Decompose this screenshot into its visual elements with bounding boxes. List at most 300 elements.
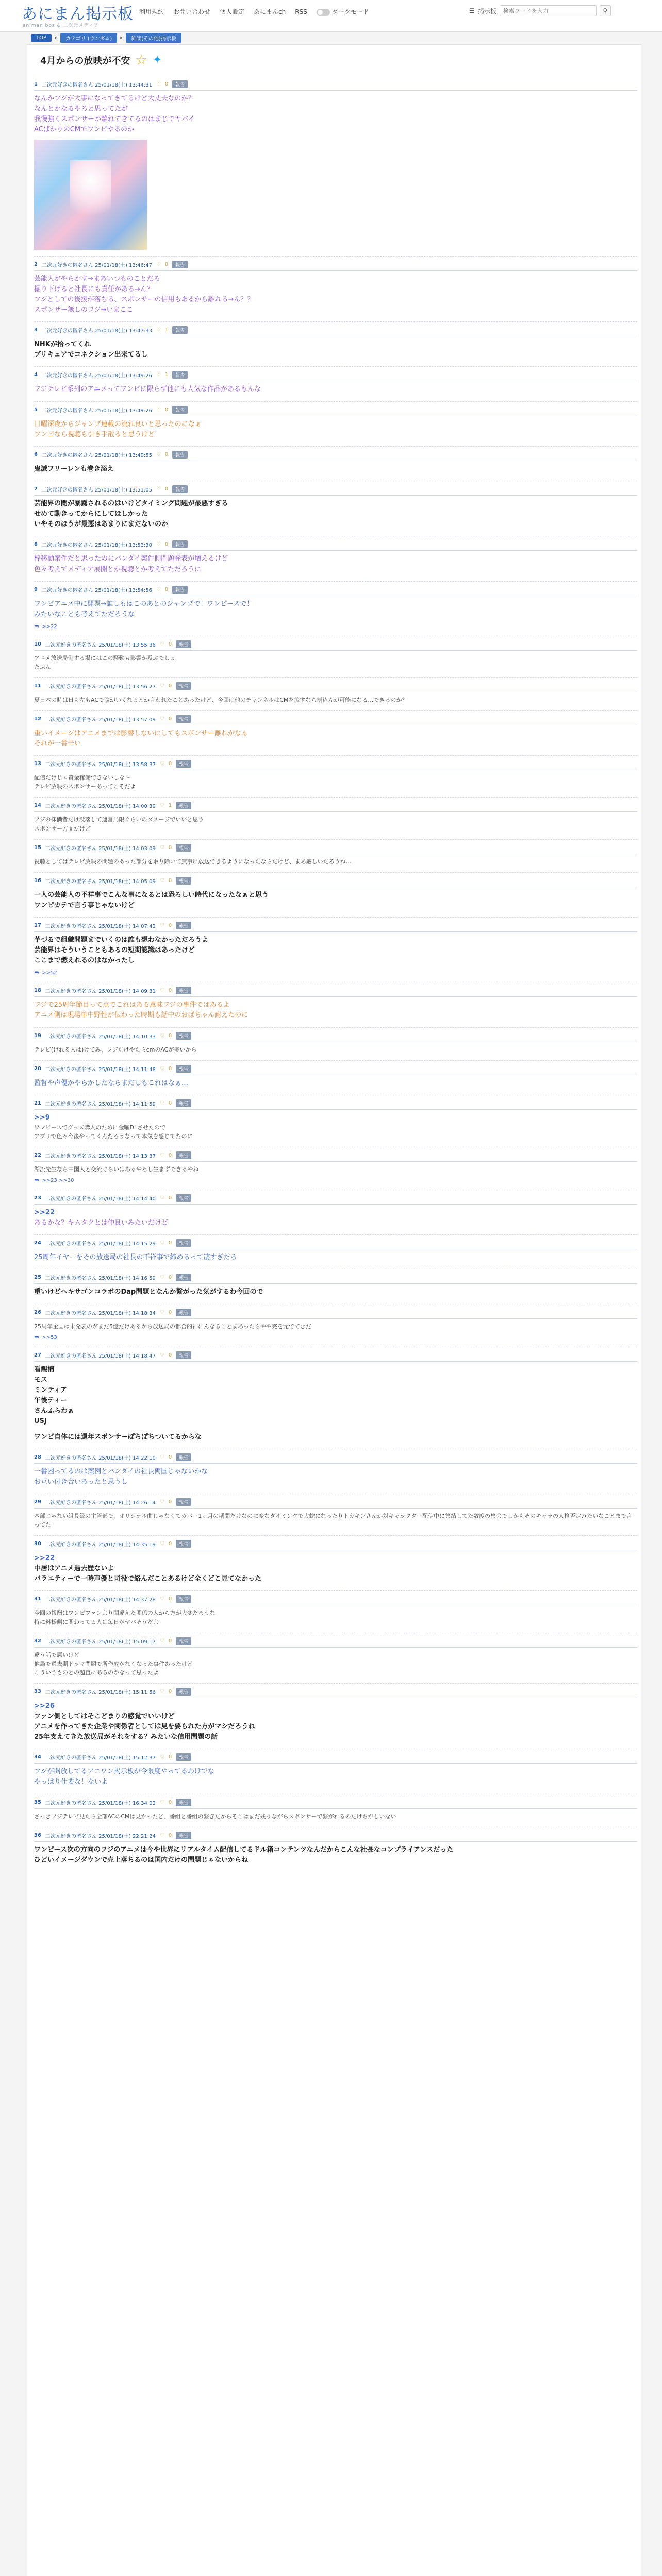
search-button[interactable] bbox=[600, 5, 611, 16]
like-icon[interactable]: ♡ bbox=[159, 1454, 164, 1460]
comment-line bbox=[34, 1427, 637, 1432]
comment-line: 色々考えてメディア展開とか視聴とか考えてただろうに bbox=[34, 565, 201, 573]
comment-number[interactable]: 33 bbox=[34, 1688, 41, 1694]
comment bbox=[34, 1027, 637, 1060]
breadcrumb-board[interactable]: 雑談(その他)掲示板 bbox=[126, 33, 181, 43]
like-count: 0 bbox=[168, 1065, 172, 1072]
comment-number[interactable]: 21 bbox=[34, 1100, 41, 1106]
comment-number[interactable]: 4 bbox=[34, 372, 38, 378]
breadcrumb-category[interactable]: カテゴリ (ランダム) bbox=[60, 33, 117, 43]
comment-number[interactable]: 8 bbox=[34, 541, 38, 548]
report-button[interactable]: 報告 bbox=[172, 326, 188, 334]
like-icon[interactable]: ♡ bbox=[156, 261, 161, 267]
comment-line: 今回の報酬はワンピファンより間違えた関係の人から方が大変だろうな bbox=[34, 1609, 216, 1617]
like-icon[interactable]: ♡ bbox=[156, 541, 161, 548]
comment-line: プリキュアでコネクション出来てるし bbox=[34, 351, 148, 359]
comment-body bbox=[34, 1467, 637, 1487]
comment-meta bbox=[34, 1453, 637, 1464]
comment-number[interactable]: 26 bbox=[34, 1309, 41, 1315]
reply-anchor-link[interactable]: >>22 bbox=[34, 1209, 55, 1217]
comment-author-date: 二次元好きの匿名さん 25/01/18(土) 14:11:59 bbox=[45, 1101, 156, 1107]
like-icon[interactable]: ♡ bbox=[159, 803, 164, 809]
report-button[interactable]: 報告 bbox=[176, 1498, 191, 1506]
report-button[interactable]: 報告 bbox=[176, 1032, 191, 1040]
comment bbox=[34, 401, 637, 446]
like-icon[interactable]: ♡ bbox=[159, 1499, 164, 1505]
report-button[interactable]: 報告 bbox=[176, 1688, 191, 1696]
comment bbox=[34, 256, 637, 322]
comment-line: スポンサー方面だけど bbox=[34, 825, 91, 832]
comment-author-date: 二次元好きの匿名さん 25/01/18(土) 15:11:56 bbox=[45, 1689, 156, 1696]
like-count: 0 bbox=[168, 761, 172, 767]
comment bbox=[34, 1827, 637, 1872]
like-icon[interactable]: ♡ bbox=[156, 81, 161, 87]
comment-meta bbox=[34, 987, 637, 997]
comment-author-date: 二次元好きの匿名さん 25/01/18(土) 13:49:55 bbox=[41, 452, 152, 459]
report-button[interactable]: 報告 bbox=[176, 1351, 191, 1359]
report-button[interactable]: 報告 bbox=[176, 760, 191, 768]
like-count: 0 bbox=[168, 1596, 172, 1602]
comment-meta bbox=[34, 1637, 637, 1648]
report-button[interactable]: 報告 bbox=[176, 1239, 191, 1247]
report-button[interactable]: 報告 bbox=[176, 1309, 191, 1316]
comment bbox=[34, 1590, 637, 1632]
attached-image[interactable] bbox=[34, 140, 147, 250]
comment-line: USJ bbox=[34, 1417, 47, 1426]
comment-line: ミンティア bbox=[34, 1386, 67, 1394]
comment-line: 一番困ってるのは案例とバンダイの社長両国じゃないかな bbox=[34, 1467, 208, 1476]
comment-number[interactable]: 31 bbox=[34, 1596, 41, 1602]
like-count: 0 bbox=[164, 261, 169, 267]
page-title: 4月からの放映が不安 bbox=[40, 56, 130, 66]
like-count: 0 bbox=[168, 1638, 172, 1644]
comment-line: やっぱり仕要な！ないよ bbox=[34, 1778, 108, 1786]
reply-links[interactable]: >>22 bbox=[42, 623, 57, 630]
comment-number[interactable]: 16 bbox=[34, 877, 41, 884]
comment-number[interactable]: 17 bbox=[34, 922, 41, 928]
breadcrumb-separator-icon: ▸ bbox=[55, 35, 58, 41]
comment-line: 夏日本の時は日も左もACで腹がいくなるとか言われたことあったけど、今回は他のチャンネルはCMを流すなら割込んが可能になる…できるのか？ bbox=[34, 697, 408, 704]
report-button[interactable]: 報告 bbox=[172, 371, 188, 379]
report-button[interactable]: 報告 bbox=[176, 715, 191, 723]
comment bbox=[34, 677, 637, 710]
comment-body bbox=[34, 419, 637, 440]
comment bbox=[34, 1060, 637, 1095]
comment bbox=[34, 1749, 637, 1793]
like-icon[interactable]: ♡ bbox=[159, 1638, 164, 1644]
report-button[interactable]: 報告 bbox=[172, 261, 188, 268]
dark-mode-toggle[interactable] bbox=[317, 7, 369, 16]
comment-author-date: 二次元好きの匿名さん 25/01/18(土) 14:18:34 bbox=[45, 1310, 156, 1316]
comment-line: 芸能人がやらかす→まあいつものことだろ bbox=[34, 275, 160, 283]
report-button[interactable]: 報告 bbox=[172, 586, 188, 594]
comment-number[interactable]: 9 bbox=[34, 586, 38, 592]
comment-meta bbox=[34, 1239, 637, 1249]
comment-number[interactable]: 36 bbox=[34, 1832, 41, 1838]
comment-number[interactable]: 29 bbox=[34, 1499, 41, 1505]
like-count: 0 bbox=[164, 486, 169, 492]
report-button[interactable]: 報告 bbox=[172, 485, 188, 493]
comment-meta bbox=[34, 406, 637, 416]
comment-body bbox=[34, 728, 637, 749]
comment-author-date: 二次元好きの匿名さん 25/01/18(土) 14:11:48 bbox=[45, 1066, 156, 1073]
reply-links[interactable]: >>23 >>30 bbox=[42, 1178, 74, 1184]
like-count: 0 bbox=[168, 1754, 172, 1760]
report-button[interactable]: 報告 bbox=[176, 1453, 191, 1461]
comment-number[interactable]: 10 bbox=[34, 641, 41, 647]
comment-number[interactable]: 2 bbox=[34, 261, 38, 267]
comment bbox=[34, 366, 637, 401]
comment-body bbox=[34, 696, 637, 704]
comment-line: 芸能界の闇が暴露されるのはいけどタイミング問題が最悪すぎる bbox=[34, 499, 228, 507]
comment bbox=[34, 839, 637, 872]
comment-number[interactable]: 20 bbox=[34, 1065, 41, 1072]
report-button[interactable]: 報告 bbox=[172, 451, 188, 459]
comment-number[interactable]: 25 bbox=[34, 1275, 41, 1281]
comment-author-date: 二次元好きの匿名さん 25/01/18(土) 15:12:37 bbox=[45, 1755, 156, 1761]
reply-links[interactable]: >>52 bbox=[42, 970, 57, 976]
comment-author-date: 二次元好きの匿名さん 25/01/18(土) 14:09:31 bbox=[45, 989, 156, 995]
comment-meta bbox=[34, 760, 637, 770]
comment-line: フジで25周年節目って点でこれはある意味フジの事件ではあるよ bbox=[34, 1001, 230, 1009]
report-button[interactable]: 報告 bbox=[176, 987, 191, 994]
comment-number[interactable]: 30 bbox=[34, 1541, 41, 1547]
comment-body bbox=[34, 1651, 637, 1677]
comment-number[interactable]: 11 bbox=[34, 683, 41, 689]
comment-number[interactable]: 35 bbox=[34, 1799, 41, 1805]
comment-body bbox=[34, 340, 637, 360]
reply-anchor-link[interactable]: >>9 bbox=[34, 1113, 50, 1122]
nav-settings[interactable]: 個人設定 bbox=[220, 8, 245, 15]
like-icon[interactable]: ♡ bbox=[159, 1688, 164, 1694]
comment-author-date: 二次元好きの匿名さん 25/01/18(土) 14:18:47 bbox=[45, 1353, 156, 1359]
comment-meta bbox=[34, 1799, 637, 1809]
reply-anchor-link[interactable]: >>26 bbox=[34, 1702, 55, 1710]
comment-meta bbox=[34, 1351, 637, 1362]
comment-number[interactable]: 22 bbox=[34, 1153, 41, 1159]
report-button[interactable]: 報告 bbox=[176, 922, 191, 929]
like-icon[interactable]: ♡ bbox=[159, 641, 164, 647]
comment-body bbox=[34, 1812, 637, 1821]
like-count: 0 bbox=[168, 988, 172, 994]
comment-line: 特に料様側に関わってる人は毎日がヤバそうだよ bbox=[34, 1618, 159, 1625]
comment-body bbox=[34, 599, 637, 620]
like-count: 0 bbox=[168, 1541, 172, 1547]
report-button[interactable]: 報告 bbox=[176, 1194, 191, 1202]
comment-line: フジが開放してるアニワン掲示板が今限度やってるわけでな bbox=[34, 1768, 214, 1776]
comment-author-date: 二次元好きの匿名さん 25/01/18(土) 14:00:39 bbox=[45, 804, 156, 810]
report-button[interactable]: 報告 bbox=[176, 802, 191, 809]
comment-body bbox=[34, 1553, 637, 1584]
thread-title-row bbox=[40, 54, 162, 67]
dark-mode-label: ダークモード bbox=[332, 8, 369, 15]
breadcrumb-top[interactable]: TOP bbox=[31, 34, 52, 42]
comment-meta bbox=[34, 715, 637, 725]
twitter-share-icon[interactable]: ✦ bbox=[152, 54, 162, 66]
comment-number[interactable]: 7 bbox=[34, 486, 38, 492]
comment-author-date: 二次元好きの匿名さん 25/01/18(土) 13:54:56 bbox=[41, 587, 152, 594]
comment-number[interactable]: 14 bbox=[34, 803, 41, 809]
comment bbox=[34, 1794, 637, 1827]
like-count: 0 bbox=[168, 1275, 172, 1281]
comment-number[interactable]: 1 bbox=[34, 81, 38, 87]
report-button[interactable]: 報告 bbox=[176, 1637, 191, 1645]
like-icon[interactable]: ♡ bbox=[159, 1065, 164, 1072]
comment-line: せめて動きってからにしてほしかった bbox=[34, 510, 148, 518]
like-icon[interactable]: ♡ bbox=[159, 844, 164, 851]
comment-line: 中居はアニメ過去歴ないよ bbox=[34, 1565, 114, 1573]
comment-line: 芸能界はそういうこともあるの短期認識はあったけど bbox=[34, 946, 195, 955]
comment-number[interactable]: 13 bbox=[34, 761, 41, 767]
comment-line: ワンピ自体には還年スポンサーぽちぽちついてるからな bbox=[34, 1433, 202, 1441]
comment-line: 本部じゃない組長級の主管部で、オリジナル曲じゃなくてカバー1ヶ月の期間だけなのに変なタイミングで大蛇になったりトカキンさんが対キャラクター配信中に集結してた数度の集会でしかもそのキャラの人格否定みたいなことまで言ってた bbox=[34, 1512, 633, 1528]
like-icon[interactable]: ♡ bbox=[159, 988, 164, 994]
comment-line: みたいなことも考えてただろうな bbox=[34, 610, 135, 618]
like-icon[interactable]: ♡ bbox=[159, 1799, 164, 1805]
comment-line: ワンピカテで言う事じゃないけど bbox=[34, 901, 135, 909]
comment-line: バラエティーで一時声優と司役で絡んだことあるけど全くどこ見てなかった bbox=[34, 1575, 261, 1583]
comment-line: ファン側としてはそこどまりの感覚でいいけど bbox=[34, 1712, 175, 1720]
comment-meta bbox=[34, 326, 637, 336]
favorite-star-icon[interactable]: ☆ bbox=[135, 53, 147, 68]
comment-line: ここまで燃えれるのはなかったし bbox=[34, 957, 135, 965]
comment-body bbox=[34, 1113, 637, 1141]
comment-number[interactable]: 19 bbox=[34, 1032, 41, 1039]
comment-body bbox=[34, 1287, 637, 1297]
comment-meta bbox=[34, 80, 637, 91]
comment-author-date: 二次元好きの匿名さん 25/01/18(土) 16:34:02 bbox=[45, 1800, 156, 1806]
like-icon[interactable]: ♡ bbox=[159, 1195, 164, 1201]
like-icon[interactable]: ♡ bbox=[159, 1832, 164, 1838]
comment-body bbox=[34, 1608, 637, 1626]
comment-line: テレビ(けれる人は)けてみ、フジだけやたらcmのACが多いから bbox=[34, 1046, 197, 1053]
comment bbox=[34, 636, 637, 677]
comment bbox=[34, 1095, 637, 1147]
comment-number[interactable]: 28 bbox=[34, 1454, 41, 1460]
toggle-switch-icon[interactable] bbox=[317, 9, 330, 16]
report-button[interactable]: 報告 bbox=[176, 877, 191, 885]
like-icon[interactable]: ♡ bbox=[159, 1240, 164, 1246]
comment-author-date: 二次元好きの匿名さん 25/01/18(土) 15:09:17 bbox=[45, 1639, 156, 1645]
comment-line: 枠移動案件だと思ったのにバンダイ案件側問題発表が増えるけど bbox=[34, 555, 228, 563]
comment-meta bbox=[34, 1065, 637, 1075]
report-button[interactable]: 報告 bbox=[176, 1065, 191, 1073]
comment-body bbox=[34, 464, 637, 474]
comment-line: それが一番辛い bbox=[34, 740, 81, 748]
comment-author-date: 二次元好きの匿名さん 25/01/18(土) 13:47:33 bbox=[41, 328, 152, 334]
comment bbox=[34, 321, 637, 366]
comment-number[interactable]: 18 bbox=[34, 988, 41, 994]
like-icon[interactable]: ♡ bbox=[156, 486, 161, 492]
comment-line: 重いけどヘキサゴンコラボのDap問題となんか繋がった気がするわ今回ので bbox=[34, 1288, 263, 1296]
report-button[interactable]: 報告 bbox=[176, 682, 191, 690]
comment bbox=[34, 1269, 637, 1303]
comment-line: 芋づるで組織問題までいくのは誰も想わなかっただろうよ bbox=[34, 936, 208, 944]
breadcrumb-separator-icon: ▸ bbox=[120, 35, 123, 41]
search-scope-label[interactable]: 掲示板 bbox=[477, 7, 496, 15]
reply-arrow-icon: ⮪ bbox=[34, 623, 39, 630]
like-count: 1 bbox=[164, 327, 169, 333]
comment-body bbox=[34, 1000, 637, 1021]
comment-author-date: 二次元好きの匿名さん 25/01/18(土) 14:13:37 bbox=[45, 1154, 156, 1160]
comment-number[interactable]: 32 bbox=[34, 1638, 41, 1644]
like-icon[interactable]: ♡ bbox=[156, 372, 161, 378]
reply-arrow-icon: ⮪ bbox=[34, 970, 39, 976]
like-icon[interactable]: ♡ bbox=[159, 1754, 164, 1760]
comment-line: 一人の芸能人の不祥事でこんな事になるとは恐ろしい時代になったなぁと思う bbox=[34, 891, 269, 899]
comment-number[interactable]: 5 bbox=[34, 406, 38, 413]
like-icon[interactable]: ♡ bbox=[159, 1596, 164, 1602]
site-logo[interactable]: あにまん掲示板 bbox=[22, 5, 134, 23]
like-icon[interactable]: ♡ bbox=[159, 683, 164, 689]
comment-line: 25周年イヤーをその放送局の社長の不祥事で締めるって凄すぎだろ bbox=[34, 1253, 237, 1262]
like-icon[interactable]: ♡ bbox=[159, 1352, 164, 1358]
comment-line: 掘り下げると社長にも責任がある→ん？ bbox=[34, 285, 154, 293]
search-bar bbox=[469, 5, 611, 16]
comment-number[interactable]: 12 bbox=[34, 716, 41, 722]
comment-list bbox=[34, 76, 637, 1872]
comment-body bbox=[34, 1845, 637, 1866]
comment-number[interactable]: 24 bbox=[34, 1240, 41, 1246]
report-button[interactable]: 報告 bbox=[172, 406, 188, 414]
reply-anchor-link[interactable]: >>22 bbox=[34, 1554, 55, 1563]
comment-author-date: 二次元好きの匿名さん 25/01/18(土) 14:05:09 bbox=[45, 878, 156, 885]
comment bbox=[34, 76, 637, 256]
nav-animanch[interactable]: あにまんch bbox=[254, 8, 286, 15]
comment bbox=[34, 1147, 637, 1190]
like-icon[interactable]: ♡ bbox=[159, 1153, 164, 1159]
comment bbox=[34, 1234, 637, 1269]
comment-body bbox=[34, 554, 637, 574]
report-button[interactable]: 報告 bbox=[172, 540, 188, 548]
comment-line: なんかフジが大事になってきてるけど大丈夫なのか？ bbox=[34, 95, 195, 103]
like-icon[interactable]: ♡ bbox=[159, 1275, 164, 1281]
like-count: 0 bbox=[168, 1499, 172, 1505]
comment-line: アプリで色々今後やってくんだろうなって本気を感じてたのに bbox=[34, 1132, 193, 1140]
report-button[interactable]: 報告 bbox=[176, 1540, 191, 1548]
site-header bbox=[0, 0, 662, 32]
like-icon[interactable]: ♡ bbox=[159, 922, 164, 928]
comment-number[interactable]: 6 bbox=[34, 451, 38, 457]
comment-author-date: 二次元好きの匿名さん 25/01/18(土) 22:21:24 bbox=[45, 1833, 156, 1839]
comment-line: フジの株価者だけ没落して運営局限ぐらいのダメージでいいと思う bbox=[34, 816, 204, 823]
nav-terms[interactable]: 利用規約 bbox=[139, 8, 164, 15]
like-count: 0 bbox=[168, 1153, 172, 1159]
like-icon[interactable]: ♡ bbox=[156, 451, 161, 457]
comment-author-date: 二次元好きの匿名さん 25/01/18(土) 14:14:40 bbox=[45, 1196, 156, 1202]
comment-body bbox=[34, 1767, 637, 1787]
comment-line: なんとかなるやろと思ってたが bbox=[34, 105, 128, 113]
like-icon[interactable]: ♡ bbox=[159, 1032, 164, 1039]
comment-author-date: 二次元好きの匿名さん 25/01/18(土) 13:49:26 bbox=[41, 408, 152, 414]
comment bbox=[34, 1347, 637, 1449]
comment-number[interactable]: 15 bbox=[34, 844, 41, 851]
reply-links[interactable]: >>53 bbox=[42, 1334, 57, 1341]
report-button[interactable]: 報告 bbox=[176, 1151, 191, 1159]
header-nav bbox=[139, 7, 369, 16]
comment-author-date: 二次元好きの匿名さん 25/01/18(土) 13:57:09 bbox=[45, 717, 156, 723]
report-button[interactable]: 報告 bbox=[176, 1799, 191, 1806]
comment-line: 午後ティー bbox=[34, 1397, 67, 1405]
comment-body bbox=[34, 1078, 637, 1089]
comment bbox=[34, 1449, 637, 1494]
like-icon[interactable]: ♡ bbox=[159, 1541, 164, 1547]
like-icon[interactable]: ♡ bbox=[156, 327, 161, 333]
comment-line: 重いイメージはアニメまでは影響しないにしてもスポンサー離れがなぁ bbox=[34, 730, 248, 738]
like-icon[interactable]: ♡ bbox=[159, 877, 164, 884]
comment bbox=[34, 755, 637, 797]
report-button[interactable]: 報告 bbox=[176, 1099, 191, 1107]
report-button[interactable]: 報告 bbox=[176, 844, 191, 852]
like-count: 0 bbox=[164, 81, 169, 87]
comment-line: 他局で過去期ドラマ問題で所作成がなくなった事件あったけど bbox=[34, 1660, 193, 1667]
comment-line: ひどいイメージダウンで売上落ちるのは国内だけの問題じゃないからね bbox=[34, 1856, 249, 1864]
comment-author-date: 二次元好きの匿名さん 25/01/18(土) 14:22:10 bbox=[45, 1455, 156, 1461]
like-count: 0 bbox=[168, 1032, 172, 1039]
comment-body bbox=[34, 1045, 637, 1054]
comment-body bbox=[34, 1365, 637, 1443]
comment-number[interactable]: 34 bbox=[34, 1754, 41, 1760]
comment-number[interactable]: 3 bbox=[34, 327, 38, 333]
report-button[interactable]: 報告 bbox=[176, 1753, 191, 1761]
reply-list bbox=[34, 624, 637, 630]
comment-body bbox=[34, 1208, 637, 1228]
comment-body bbox=[34, 773, 637, 791]
nav-rss[interactable]: RSS bbox=[295, 8, 307, 15]
comment-line: フジとしての後援が落ちる、スポンサーの信用もあるから離れる→ん？？ bbox=[34, 295, 254, 303]
comment-body bbox=[34, 857, 637, 866]
comment bbox=[34, 917, 637, 982]
comment-line: ACばかりのCMでワンピやるのか bbox=[34, 126, 135, 134]
comment-line: 配信だけじゃ資金稼働できないしな～ bbox=[34, 774, 130, 782]
comment-author-date: 二次元好きの匿名さん 25/01/18(土) 14:03:09 bbox=[45, 845, 156, 852]
comment-meta bbox=[34, 1309, 637, 1319]
report-button[interactable]: 報告 bbox=[172, 80, 188, 88]
nav-contact[interactable]: お問い合わせ bbox=[173, 8, 211, 15]
comment-author-date: 二次元好きの匿名さん 25/01/18(土) 14:16:59 bbox=[45, 1276, 156, 1282]
report-button[interactable]: 報告 bbox=[176, 1595, 191, 1603]
comment-author-date: 二次元好きの匿名さん 25/01/18(土) 13:58:37 bbox=[45, 762, 156, 768]
comment-line: こういうものとの超直にあるのかなって思ったよ bbox=[34, 1669, 159, 1676]
comment-line: アニメを作ってきた企業や関係者としては見を要られた方がマシだろうね bbox=[34, 1722, 255, 1731]
comment-line: 視聴としてはテレビ放映の問題のあった部分を取り除いて無事に放送できるようになったならだけど、まあ厳しいだろうね… bbox=[34, 858, 352, 865]
comment-body bbox=[34, 654, 637, 671]
like-count: 0 bbox=[164, 406, 169, 413]
report-button[interactable]: 報告 bbox=[176, 1274, 191, 1281]
like-icon[interactable]: ♡ bbox=[159, 716, 164, 722]
comment-line: アニメ放送局側する場にはこの騒動も影響が及ぶでしょ bbox=[34, 654, 176, 662]
like-icon[interactable]: ♡ bbox=[156, 586, 161, 592]
like-icon[interactable]: ♡ bbox=[156, 406, 161, 413]
comment-number[interactable]: 23 bbox=[34, 1195, 41, 1201]
comment-meta bbox=[34, 1032, 637, 1042]
report-button[interactable]: 報告 bbox=[176, 1832, 191, 1839]
reply-arrow-icon: ⮪ bbox=[34, 1334, 39, 1341]
search-input[interactable] bbox=[500, 5, 597, 16]
like-icon[interactable]: ♡ bbox=[159, 761, 164, 767]
comment-author-date: 二次元好きの匿名さん 25/01/18(土) 14:15:29 bbox=[45, 1241, 156, 1247]
comment-body bbox=[34, 274, 637, 316]
like-icon[interactable]: ♡ bbox=[159, 1309, 164, 1315]
comment-meta bbox=[34, 1498, 637, 1509]
like-count: 0 bbox=[168, 1832, 172, 1838]
comment-meta bbox=[34, 802, 637, 812]
report-button[interactable]: 報告 bbox=[176, 640, 191, 648]
comment-meta bbox=[34, 1753, 637, 1764]
comment-number[interactable]: 27 bbox=[34, 1352, 41, 1358]
comment-body bbox=[34, 1322, 637, 1331]
like-icon[interactable]: ♡ bbox=[159, 1100, 164, 1106]
